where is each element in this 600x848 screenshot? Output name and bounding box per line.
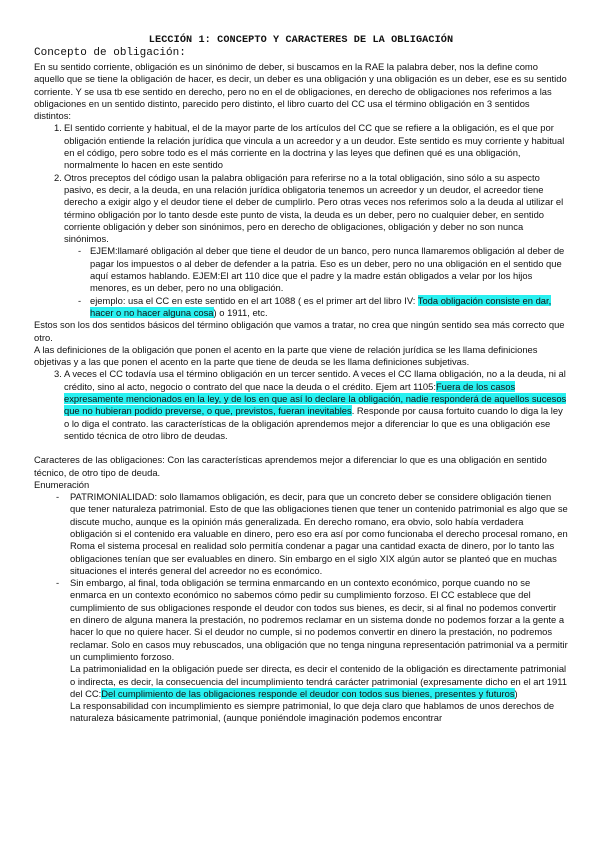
list-number: 1. <box>54 122 62 134</box>
paragraph-text-end: ) <box>514 687 518 699</box>
senses-list <box>34 122 568 245</box>
dash-bullet: - <box>56 491 60 503</box>
highlighted-quote: Toda obligación consiste en dar, hacer o no hacer alguna cosa <box>90 294 552 318</box>
paragraph-directa <box>34 663 568 700</box>
paragraph-text: La patrimonialidad en la obligación puede ser directa, es decir el contenido de la obligación es directamente patrimonial o indirecta, es decir, la consecuencia del incumplimiento tendrá carácter patrimonial (expresamente dicho en el art 1911 del CC: <box>70 663 567 699</box>
list-item-text: El sentido corriente y habitual, el de la mayor parte de los artículos del CC que se refiere a la obligación, es el que por obligación entiende la relación jurídica que vincula a un acreedor y a un deudor. Este sentido es muy corriente y habitual en el código, pero sobre todo es el más corriente en la doctrina y las leyes que definen qué es una obligación, normalmente lo hacen en este sentido <box>64 122 565 171</box>
spacer <box>34 442 568 454</box>
list-item <box>34 122 568 171</box>
page-title: LECCIÓN 1: CONCEPTO Y CARACTERES DE LA OBLIGACIÓN <box>148 35 454 46</box>
sub-item-text-end: ) o 1911, etc. <box>213 306 268 318</box>
dash-bullet: - <box>56 577 60 589</box>
sub-list-item <box>34 295 568 320</box>
list-item-text: A veces el CC todavía usa el término obligación en un tercer sentido. A veces el CC llama obligación, no a la deuda, ni al crédito, sino al acto, negocio o contrato del que nace la deuda o el crédito. Ejem art 1105: <box>64 368 566 392</box>
list-item-text-end: . Responde por causa fortuito cuando lo diga la ley o lo diga el contrato. las características de la obligación aprendemos mejor a diferenciar lo que es una obligación ese sentido técnica de otro libro de deudas. <box>64 405 563 441</box>
list-number: 3. <box>54 368 62 380</box>
characteristic-text: PATRIMONIALIDAD: solo llamamos obligación, es decir, para que un concreto deber se considere obligación tienen que tener naturaleza patrimonial. Esto de que las obligaciones tienen que tener un contenido patrimonial es algo que se discute mucho, aunque es la opinión más generalizada. En derecho romano, era obvio, solo había verdadera obligación si el contenido era valuable en dinero, pero eso era así por como funcionaba el derecho procesal romano, en Roma el sistema procesal en realidad solo permitía condenar a pagar una cantidad exacta de dinero, por lo tanto las obligaciones tenían que ser evaluables en dinero. Sin embargo en el siglo XIX algún autor se planteó que en muchas situaciones el interés general del acreedor no es económico. <box>70 491 568 576</box>
characteristic-item <box>34 577 568 663</box>
sub-item-text: ejemplo: usa el CC en este sentido en el art 1088 ( es el primer art del libro IV: <box>90 294 418 306</box>
enumeracion-heading: Enumeración <box>34 478 90 490</box>
paragraph-definitions: A las definiciones de la obligación que ponen el acento en la parte que viene de relación jurídica se les llama definiciones objetivas y a las que ponen el acento en la parte que tiene de deuda se les llama definiciones subjetivas. <box>34 343 538 368</box>
paragraph-two-senses: Estos son los dos sentidos básicos del término obligación que vamos a tratar, no crea que ningún sentido sea más correcto que otro. <box>34 319 565 343</box>
list-item <box>34 172 568 246</box>
highlighted-quote: Fuera de los casos expresamente mencionados en la ley, y de los en que así lo declare la obligación, nadie responderá de aquellos sucesos que no hubieran podido preverse, o que, previstos, fueran inevitables <box>64 380 567 417</box>
section-heading-concepto: Concepto de obligación: <box>34 47 186 59</box>
list-item-text: Otros preceptos del código usan la palabra obligación para referirse no a la total obligación, sino sólo a su aspecto pasivo, es decir, a la deuda, en una relación jurídica obligatoria tenemos un acreedor y un deudor, el acreedor tiene derecho a exigir algo y el deudor tiene el deber de cumplirlo. Pero otras veces nos referimos solo a la deuda al utilizar el término obligación por lo tanto desde este punto de vista, la deuda es un deber, pero no cualquier deber, en sentido corriente obligación y deber son sinónimos, pero en derecho de obligaciones, obligación y deber no son nunca sinónimos. <box>64 171 564 245</box>
dash-bullet: - <box>78 294 82 306</box>
list-item-third-sense <box>34 368 568 442</box>
dash-bullet: - <box>78 245 82 257</box>
characteristic-item <box>34 491 568 577</box>
characteristic-text: Sin embargo, al final, toda obligación se termina enmarcando en un contexto económico, porque cuando no se enmarca en un contexto económico no sabemos cómo pedir su cumplimiento forzoso. El CC establece que del cumplimiento de sus obligaciones responde el deudor con todos sus bienes, es decir, si al final no podemos convertir en dinero de alguna manera la prestación, no podremos reclamar en un sistema donde no podemos forzar a la gente a hacer lo que no quiere hacer. Si el deudor no cumple, si no podemos convertir en dinero la prestación, no podremos reclamar. Solo en casos muy rebuscados, una obligación que no tenga ninguna representación patrimonial va a permitir un cumplimiento forzoso. <box>70 577 568 662</box>
sub-item-text: EJEM:llamaré obligación al deber que tiene el deudor de un banco, pero nunca llamaremos obligación al deber de pagar los impuestos o al deber de defender a la patria. Eso es un deber, pero no una obligación en el sentido que aquí estamos hablando. EJEM:El art 110 dice que el padre y la madre están obligados a velar por los hijos menores, es un deber, pero no una obligación. <box>90 245 565 294</box>
list-number: 2. <box>54 171 62 183</box>
paragraph-caracteres: Caracteres de las obligaciones: Con las características aprendemos mejor a diferenciar lo que es una obligación en sentido técnico, de otro tipo de deuda. <box>34 454 547 478</box>
highlighted-quote: Del cumplimiento de las obligaciones responde el deudor con todos sus bienes, presentes y futuros <box>101 687 515 699</box>
intro-paragraph: En su sentido corriente, obligación es un sinónimo de deber, si buscamos en la RAE la palabra deber, nos la define como aquello que se tiene la obligación de hacer, es decir, un deber es una obligación y una obligación es un deber, ese es su sentido corriente. Y se usa tb ese sentido en derecho, pero no en el de obligaciones, en derecho de obligaciones nos referimos a las obligaciones en un sentido distinto, parecido pero distinto, el libro cuarto del CC usa el término obligación en 3 sentidos distintos: <box>34 61 567 122</box>
paragraph-responsabilidad: La responsabilidad con incumplimiento es siempre patrimonial, lo que deja claro que hablamos de unos derechos de naturaleza básicamente patrimonial, (aunque poniéndole imaginación podemos encontrar <box>70 700 555 724</box>
sub-list-item <box>34 245 568 294</box>
